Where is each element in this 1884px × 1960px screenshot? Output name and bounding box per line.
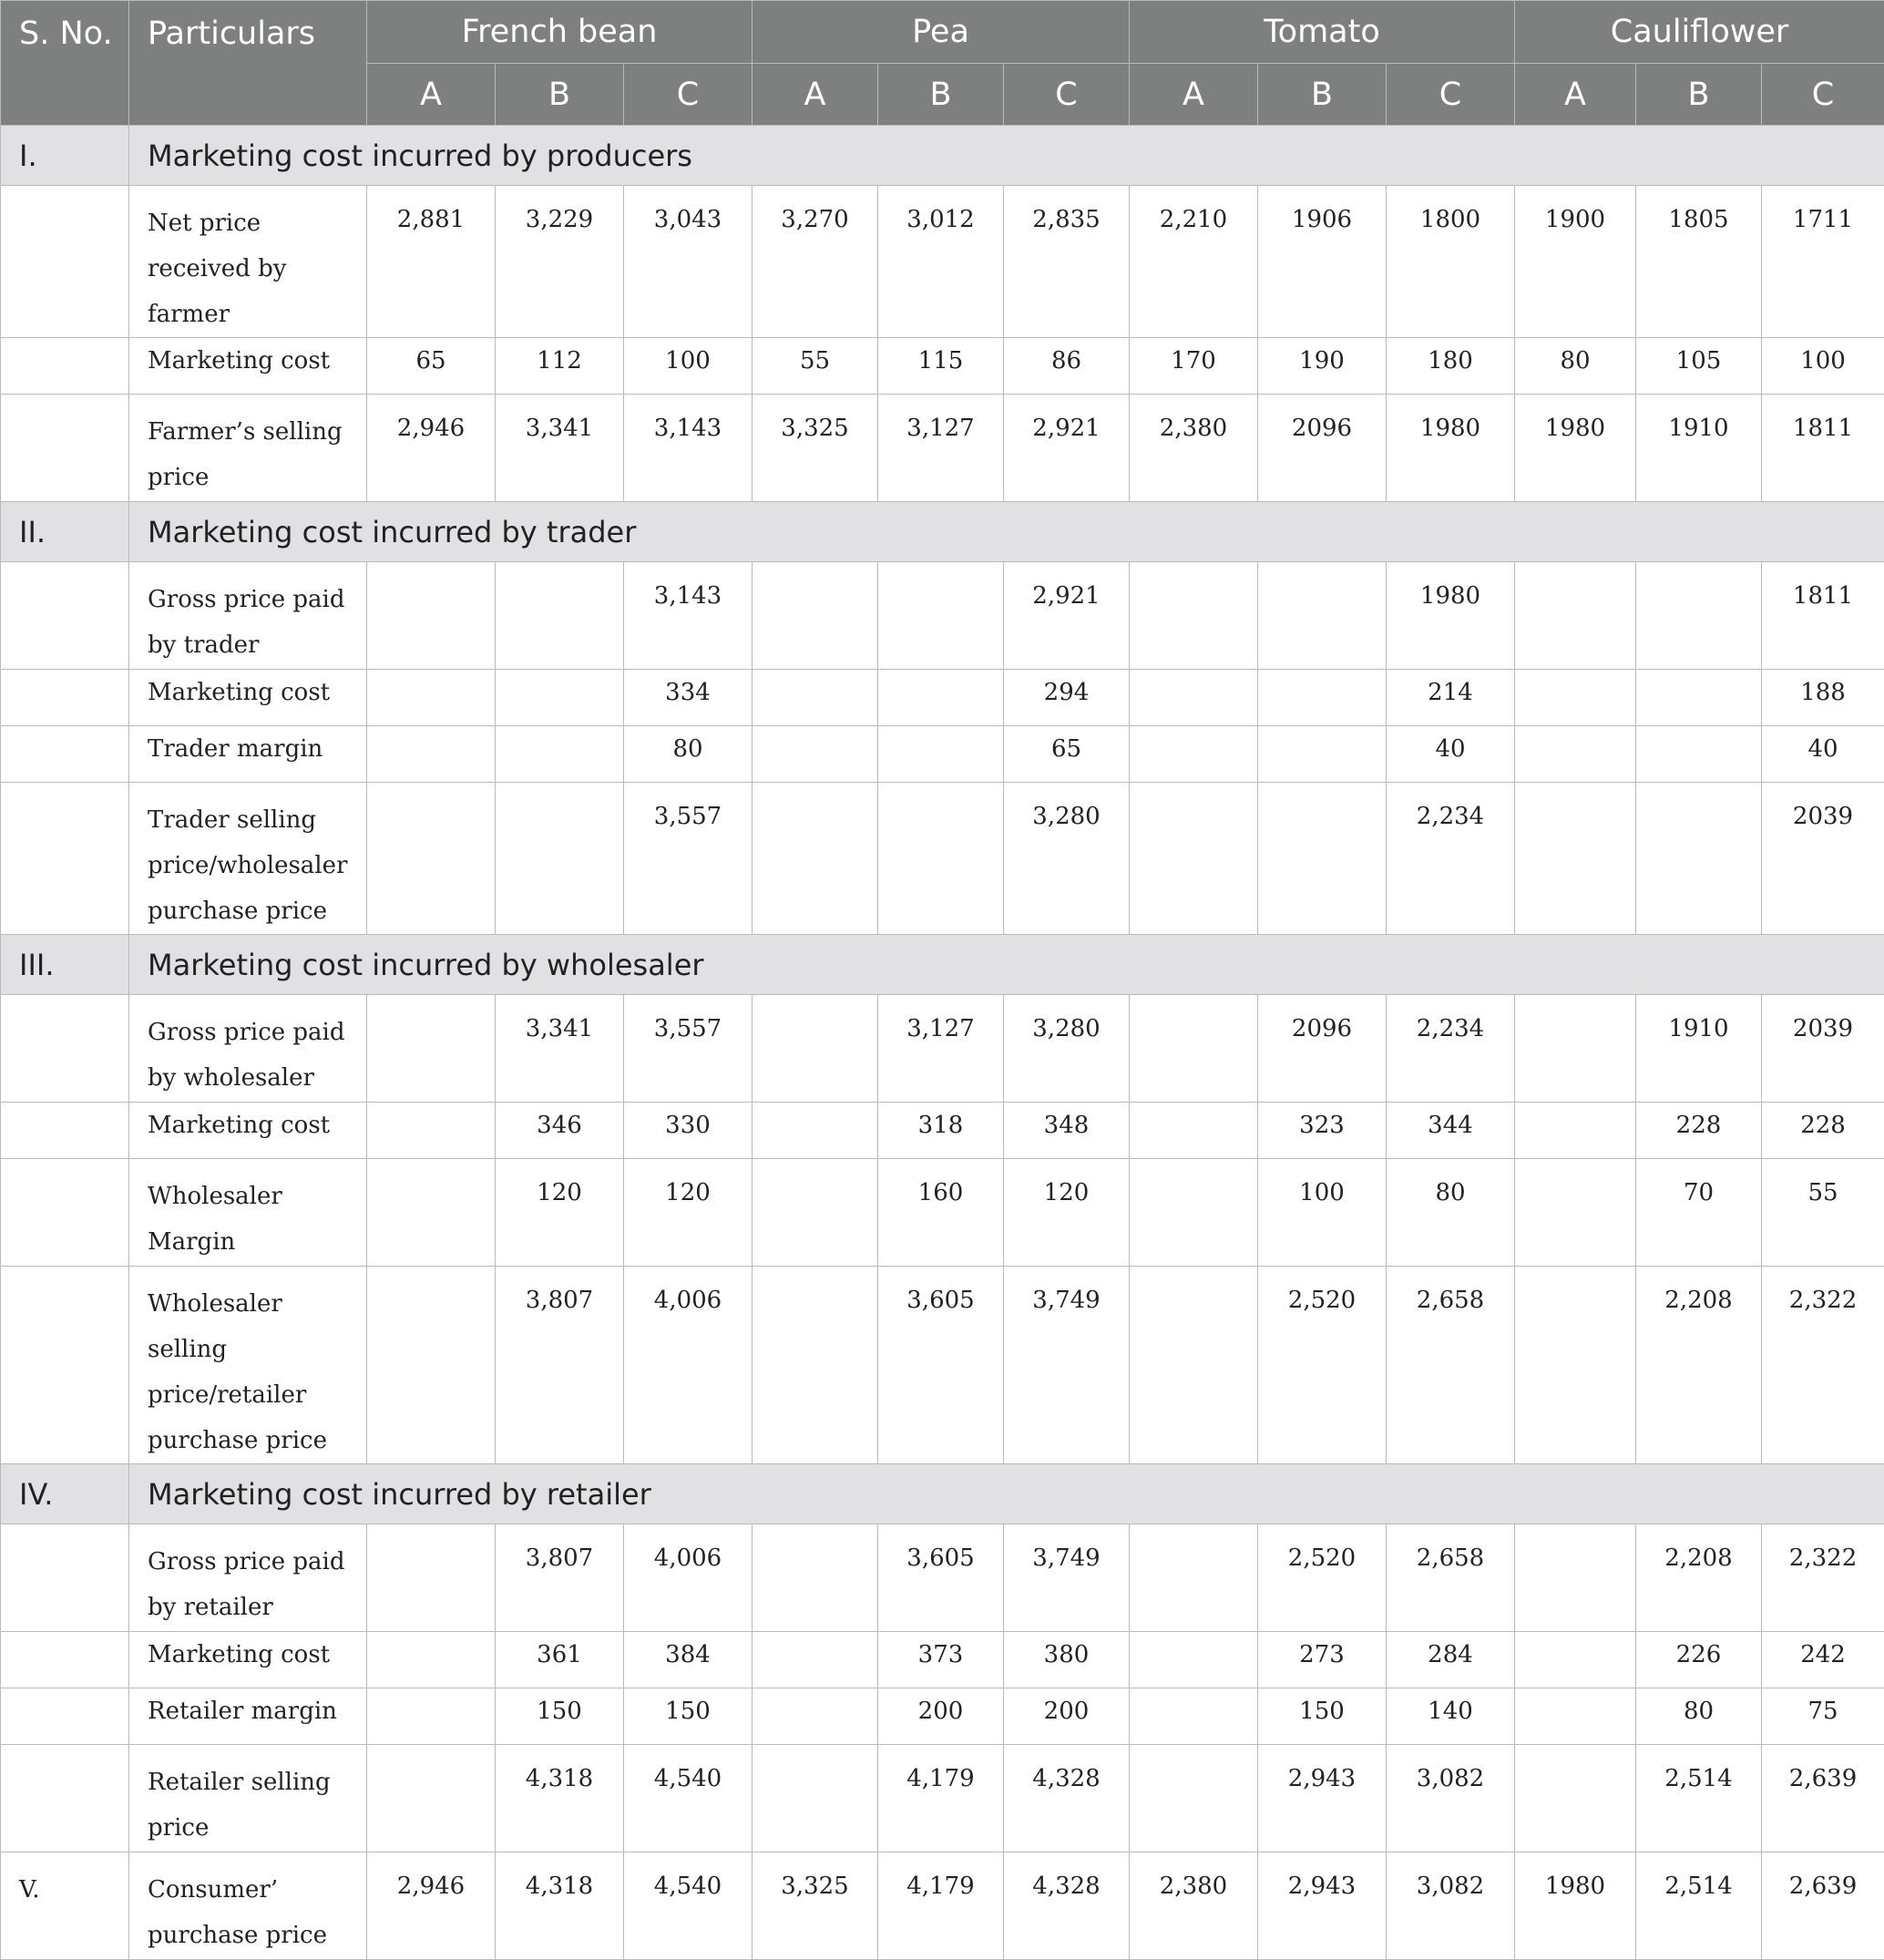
section-header-row	[1, 935, 1884, 995]
value-cell: 200	[1004, 1688, 1130, 1745]
value-cell: 190	[1258, 338, 1387, 395]
value-cell	[753, 562, 878, 670]
value-cell: 40	[1762, 726, 1884, 783]
section-sno: IV.	[1, 1464, 129, 1524]
row-sno-cell	[1, 726, 129, 783]
header-subcol: C	[1004, 64, 1130, 126]
value-cell: 55	[753, 338, 878, 395]
value-cell: 3,082	[1387, 1852, 1515, 1960]
row-label: Trader selling price/wholesaler purchase price	[129, 783, 367, 935]
header-group-french-bean: French bean	[367, 1, 753, 64]
value-cell: 70	[1636, 1159, 1762, 1267]
value-cell	[496, 562, 624, 670]
value-cell: 2,639	[1762, 1745, 1884, 1852]
value-cell: 1980	[1515, 395, 1636, 502]
row-label: Retailer selling price	[129, 1745, 367, 1852]
value-cell	[1515, 1632, 1636, 1688]
section-sno: II.	[1, 502, 129, 562]
row-sno-cell	[1, 186, 129, 338]
row-sno-cell	[1, 1103, 129, 1159]
row-sno: V.	[1, 1852, 129, 1960]
value-cell: 3,325	[753, 1852, 878, 1960]
value-cell	[367, 995, 496, 1103]
value-cell: 55	[1762, 1159, 1884, 1267]
row-label: Retailer margin	[129, 1688, 367, 1745]
value-cell: 160	[878, 1159, 1004, 1267]
value-cell	[367, 1103, 496, 1159]
value-cell: 170	[1130, 338, 1258, 395]
value-cell: 112	[496, 338, 624, 395]
section-title: Marketing cost incurred by wholesaler	[129, 935, 1884, 995]
value-cell	[1258, 562, 1387, 670]
value-cell	[367, 1159, 496, 1267]
value-cell	[496, 670, 624, 726]
value-cell: 3,325	[753, 395, 878, 502]
table-row	[1, 1688, 1884, 1745]
value-cell	[1130, 1688, 1258, 1745]
value-cell: 100	[624, 338, 753, 395]
value-cell	[1130, 1159, 1258, 1267]
value-cell: 188	[1762, 670, 1884, 726]
row-label: Net price received by farmer	[129, 186, 367, 338]
row-label: Trader margin	[129, 726, 367, 783]
header-row-groups	[1, 1, 1884, 64]
table-row	[1, 1632, 1884, 1688]
value-cell: 2,208	[1636, 1267, 1762, 1464]
value-cell	[1515, 783, 1636, 935]
value-cell: 3,605	[878, 1524, 1004, 1632]
value-cell: 75	[1762, 1688, 1884, 1745]
value-cell: 150	[496, 1688, 624, 1745]
value-cell: 2039	[1762, 783, 1884, 935]
value-cell: 3,341	[496, 395, 624, 502]
value-cell: 2,520	[1258, 1267, 1387, 1464]
value-cell: 2,639	[1762, 1852, 1884, 1960]
value-cell: 3,557	[624, 995, 753, 1103]
value-cell	[1130, 995, 1258, 1103]
value-cell: 1800	[1387, 186, 1515, 338]
row-label: Farmer’s selling price	[129, 395, 367, 502]
value-cell	[753, 1159, 878, 1267]
row-label: Marketing cost	[129, 670, 367, 726]
value-cell	[367, 1632, 496, 1688]
value-cell: 100	[1258, 1159, 1387, 1267]
value-cell	[753, 1524, 878, 1632]
section-title: Marketing cost incurred by trader	[129, 502, 1884, 562]
row-label: Gross price paid by retailer	[129, 1524, 367, 1632]
value-cell	[878, 670, 1004, 726]
value-cell	[1130, 726, 1258, 783]
value-cell: 3,807	[496, 1524, 624, 1632]
table-row	[1, 338, 1884, 395]
value-cell: 80	[1515, 338, 1636, 395]
header-group-cauliflower: Cauliflower	[1515, 1, 1884, 64]
value-cell: 242	[1762, 1632, 1884, 1688]
value-cell: 3,043	[624, 186, 753, 338]
value-cell: 3,749	[1004, 1267, 1130, 1464]
value-cell	[1258, 670, 1387, 726]
table-row	[1, 1745, 1884, 1852]
value-cell: 2096	[1258, 395, 1387, 502]
section-header-row	[1, 1464, 1884, 1524]
value-cell: 3,807	[496, 1267, 624, 1464]
value-cell: 2039	[1762, 995, 1884, 1103]
value-cell: 65	[1004, 726, 1130, 783]
header-subcol: A	[367, 64, 496, 126]
row-label: Gross price paid by trader	[129, 562, 367, 670]
value-cell: 3,127	[878, 395, 1004, 502]
value-cell: 4,328	[1004, 1852, 1130, 1960]
value-cell: 2,322	[1762, 1524, 1884, 1632]
value-cell: 1980	[1515, 1852, 1636, 1960]
value-cell	[1515, 726, 1636, 783]
value-cell: 1980	[1387, 395, 1515, 502]
value-cell: 3,012	[878, 186, 1004, 338]
row-label: Marketing cost	[129, 1632, 367, 1688]
table-row	[1, 1103, 1884, 1159]
row-sno-cell	[1, 995, 129, 1103]
value-cell: 2,946	[367, 1852, 496, 1960]
value-cell	[367, 562, 496, 670]
table-row	[1, 1159, 1884, 1267]
header-subcol: B	[496, 64, 624, 126]
value-cell: 80	[1636, 1688, 1762, 1745]
value-cell: 4,006	[624, 1267, 753, 1464]
value-cell: 3,749	[1004, 1524, 1130, 1632]
row-label: Marketing cost	[129, 338, 367, 395]
value-cell: 1711	[1762, 186, 1884, 338]
value-cell: 294	[1004, 670, 1130, 726]
value-cell	[1130, 1103, 1258, 1159]
value-cell: 2,921	[1004, 562, 1130, 670]
table-row	[1, 670, 1884, 726]
value-cell	[1258, 726, 1387, 783]
row-sno-cell	[1, 1632, 129, 1688]
value-cell: 2,881	[367, 186, 496, 338]
value-cell: 2,921	[1004, 395, 1130, 502]
header-subcol: B	[878, 64, 1004, 126]
value-cell	[1515, 995, 1636, 1103]
value-cell	[753, 783, 878, 935]
value-cell	[367, 1688, 496, 1745]
value-cell: 323	[1258, 1103, 1387, 1159]
value-cell: 200	[878, 1688, 1004, 1745]
value-cell	[753, 1103, 878, 1159]
row-label: Wholesaler Margin	[129, 1159, 367, 1267]
table-row	[1, 1524, 1884, 1632]
value-cell: 380	[1004, 1632, 1130, 1688]
row-sno-cell	[1, 562, 129, 670]
value-cell: 348	[1004, 1103, 1130, 1159]
value-cell: 40	[1387, 726, 1515, 783]
value-cell: 2,835	[1004, 186, 1130, 338]
header-sno: S. No.	[1, 1, 129, 126]
value-cell	[1130, 670, 1258, 726]
section-sno: III.	[1, 935, 129, 995]
value-cell	[1130, 1524, 1258, 1632]
value-cell	[1515, 1745, 1636, 1852]
value-cell: 346	[496, 1103, 624, 1159]
value-cell	[1515, 1524, 1636, 1632]
value-cell	[1515, 1159, 1636, 1267]
value-cell: 100	[1762, 338, 1884, 395]
table-row	[1, 562, 1884, 670]
value-cell	[1515, 1267, 1636, 1464]
value-cell: 4,179	[878, 1745, 1004, 1852]
value-cell: 373	[878, 1632, 1004, 1688]
section-sno: I.	[1, 126, 129, 186]
value-cell: 4,540	[624, 1745, 753, 1852]
table-row	[1, 995, 1884, 1103]
value-cell: 2,234	[1387, 995, 1515, 1103]
value-cell: 214	[1387, 670, 1515, 726]
value-cell: 3,280	[1004, 995, 1130, 1103]
value-cell: 1980	[1387, 562, 1515, 670]
header-subcol: B	[1258, 64, 1387, 126]
row-sno-cell	[1, 1267, 129, 1464]
section-title: Marketing cost incurred by producers	[129, 126, 1884, 186]
value-cell: 120	[624, 1159, 753, 1267]
value-cell	[878, 726, 1004, 783]
value-cell	[753, 670, 878, 726]
value-cell: 4,328	[1004, 1745, 1130, 1852]
header-particulars: Particulars	[129, 1, 367, 126]
value-cell: 2,380	[1130, 1852, 1258, 1960]
row-sno-cell	[1, 1745, 129, 1852]
table-body	[1, 126, 1884, 1960]
value-cell: 3,229	[496, 186, 624, 338]
value-cell: 80	[624, 726, 753, 783]
value-cell: 3,557	[624, 783, 753, 935]
header-subcol: C	[624, 64, 753, 126]
header-subcol: A	[1515, 64, 1636, 126]
value-cell: 120	[496, 1159, 624, 1267]
value-cell: 180	[1387, 338, 1515, 395]
value-cell	[753, 1745, 878, 1852]
value-cell	[753, 1632, 878, 1688]
table-row	[1, 726, 1884, 783]
row-sno-cell	[1, 1688, 129, 1745]
value-cell: 3,143	[624, 395, 753, 502]
value-cell	[878, 562, 1004, 670]
value-cell: 1811	[1762, 562, 1884, 670]
row-label: Consumer’ purchase price	[129, 1852, 367, 1960]
section-header-row	[1, 126, 1884, 186]
row-label: Gross price paid by wholesaler	[129, 995, 367, 1103]
value-cell: 273	[1258, 1632, 1387, 1688]
value-cell	[367, 670, 496, 726]
value-cell: 2,520	[1258, 1524, 1387, 1632]
value-cell: 384	[624, 1632, 753, 1688]
value-cell: 2,380	[1130, 395, 1258, 502]
value-cell	[367, 1267, 496, 1464]
table-row	[1, 186, 1884, 338]
value-cell	[496, 726, 624, 783]
value-cell: 3,270	[753, 186, 878, 338]
header-subcol: C	[1387, 64, 1515, 126]
value-cell: 1906	[1258, 186, 1387, 338]
value-cell: 2,322	[1762, 1267, 1884, 1464]
value-cell: 284	[1387, 1632, 1515, 1688]
value-cell: 4,318	[496, 1852, 624, 1960]
value-cell: 105	[1636, 338, 1762, 395]
value-cell	[367, 1745, 496, 1852]
value-cell	[1636, 670, 1762, 726]
value-cell: 2096	[1258, 995, 1387, 1103]
row-sno-cell	[1, 783, 129, 935]
value-cell	[1515, 670, 1636, 726]
table-row	[1, 395, 1884, 502]
value-cell	[1515, 1688, 1636, 1745]
value-cell: 2,943	[1258, 1852, 1387, 1960]
value-cell	[753, 1688, 878, 1745]
value-cell: 2,658	[1387, 1267, 1515, 1464]
value-cell: 1805	[1636, 186, 1762, 338]
value-cell: 65	[367, 338, 496, 395]
value-cell: 2,210	[1130, 186, 1258, 338]
value-cell	[753, 726, 878, 783]
value-cell: 1910	[1636, 395, 1762, 502]
value-cell: 361	[496, 1632, 624, 1688]
value-cell	[1636, 562, 1762, 670]
table-row-consumer	[1, 1852, 1884, 1960]
row-sno-cell	[1, 338, 129, 395]
value-cell	[1258, 783, 1387, 935]
value-cell: 3,143	[624, 562, 753, 670]
row-label: Marketing cost	[129, 1103, 367, 1159]
value-cell: 2,658	[1387, 1524, 1515, 1632]
value-cell: 3,341	[496, 995, 624, 1103]
value-cell: 226	[1636, 1632, 1762, 1688]
value-cell: 1900	[1515, 186, 1636, 338]
value-cell: 2,514	[1636, 1852, 1762, 1960]
value-cell	[1130, 783, 1258, 935]
value-cell	[1130, 562, 1258, 670]
value-cell: 318	[878, 1103, 1004, 1159]
value-cell: 2,943	[1258, 1745, 1387, 1852]
value-cell	[1515, 1103, 1636, 1159]
header-subcol: C	[1762, 64, 1884, 126]
value-cell	[496, 783, 624, 935]
value-cell	[1130, 1632, 1258, 1688]
section-title: Marketing cost incurred by retailer	[129, 1464, 1884, 1524]
value-cell	[878, 783, 1004, 935]
value-cell	[367, 1524, 496, 1632]
row-sno-cell	[1, 1159, 129, 1267]
header-subcol: A	[753, 64, 878, 126]
value-cell: 228	[1762, 1103, 1884, 1159]
value-cell: 3,280	[1004, 783, 1130, 935]
header-group-pea: Pea	[753, 1, 1130, 64]
value-cell: 2,208	[1636, 1524, 1762, 1632]
value-cell	[1130, 1267, 1258, 1464]
value-cell: 3,127	[878, 995, 1004, 1103]
row-sno-cell	[1, 395, 129, 502]
value-cell: 228	[1636, 1103, 1762, 1159]
value-cell: 1910	[1636, 995, 1762, 1103]
header-subcol: B	[1636, 64, 1762, 126]
row-sno-cell	[1, 670, 129, 726]
value-cell	[1636, 783, 1762, 935]
value-cell: 115	[878, 338, 1004, 395]
value-cell: 2,946	[367, 395, 496, 502]
value-cell: 4,006	[624, 1524, 753, 1632]
value-cell: 3,605	[878, 1267, 1004, 1464]
value-cell: 80	[1387, 1159, 1515, 1267]
table-row	[1, 783, 1884, 935]
value-cell: 140	[1387, 1688, 1515, 1745]
value-cell: 330	[624, 1103, 753, 1159]
row-sno-cell	[1, 1524, 129, 1632]
value-cell: 150	[1258, 1688, 1387, 1745]
value-cell	[1130, 1745, 1258, 1852]
value-cell: 150	[624, 1688, 753, 1745]
row-label: Wholesaler selling price/retailer purchase price	[129, 1267, 367, 1464]
value-cell: 120	[1004, 1159, 1130, 1267]
value-cell	[367, 783, 496, 935]
value-cell: 4,179	[878, 1852, 1004, 1960]
value-cell	[1636, 726, 1762, 783]
value-cell: 86	[1004, 338, 1130, 395]
value-cell: 2,234	[1387, 783, 1515, 935]
value-cell: 344	[1387, 1103, 1515, 1159]
value-cell: 2,514	[1636, 1745, 1762, 1852]
value-cell: 3,082	[1387, 1745, 1515, 1852]
value-cell: 4,318	[496, 1745, 624, 1852]
header-subcol: A	[1130, 64, 1258, 126]
value-cell	[753, 995, 878, 1103]
value-cell	[1515, 562, 1636, 670]
table-row	[1, 1267, 1884, 1464]
value-cell: 1811	[1762, 395, 1884, 502]
value-cell	[367, 726, 496, 783]
value-cell	[753, 1267, 878, 1464]
header-group-tomato: Tomato	[1130, 1, 1515, 64]
section-header-row	[1, 502, 1884, 562]
value-cell: 4,540	[624, 1852, 753, 1960]
value-cell: 334	[624, 670, 753, 726]
